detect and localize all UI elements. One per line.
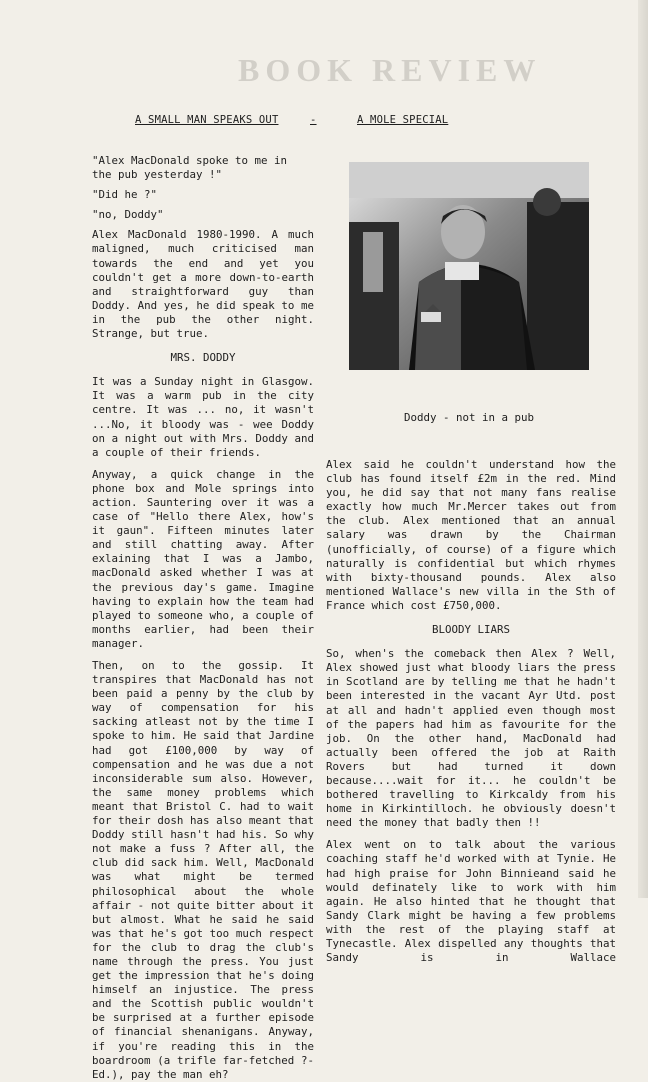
- paragraph-coaching-staff: Alex went on to talk about the various coaching staff he'd worked with at Tynie. He had high praise for John Binnieand said he would definately like to work with him again. He also hinted that he thought that Sandy Clark might be having a few problems with the rest of the playing staff at Tynecastle. Alex dispelled any thoughts that Sandy is in Wallace: [326, 838, 616, 965]
- paragraph-glasgow: It was a Sunday night in Glasgow. It was a warm pub in the city centre. It was ... no, it wasn't ...No, it bloody was - wee Doddy on a night out with Mrs. Doddy and a couple of their friends.: [92, 375, 314, 459]
- headline-left: A SMALL MAN SPEAKS OUT: [135, 114, 279, 126]
- intro-paragraph: Alex MacDonald 1980-1990. A much maligned, much criticised man towards the end and yet you couldn't get a more down-to-earth and straightforward guy than Doddy. And yes, he did speak to me in the pub the other night. Strange, but true.: [92, 228, 314, 341]
- paragraph-gossip: Then, on to the gossip. It transpires that MacDonald has not been paid a penny by the club by way of compensation for his sacking atleast not by the time I spoke to him. He said that Jardine had got £100,000 by way of compensation and he was due a not inconsiderable sum also. However, the same money problems which meant that Bristol C. had to wait for their dosh has also meant that Doddy still hasn't had his. So why not make a fuss ? After all, the club did sack him. Well, MacDonald was what might be termed philosophical about the whole affair - not quite bitter about it but almost. What he said he said was that he's got too much respect for the club to drag the club's name through the press. You just get the impression that he's doing himself an injustice. The press and the Scottish public wouldn't be surprised at a further episode of financial shenanigans. Anyway, if you're reading this in the boardroom (a trifle far-fetched ?-Ed.), pay the man eh?: [92, 659, 314, 1081]
- quote-2: "Did he ?": [92, 188, 158, 202]
- paragraph-finances: Alex said he couldn't understand how the club has found itself £2m in the red. Mind you, he did say that not many fans realise exactly how much Mr.Mercer takes out from the club. Alex mentioned that an annual salary was drawn by the Chairman (unofficially, of course) of a figure which naturally is confidential but which rhymes with bixty-thousand pounds. Alex also mentioned Wallace's new villa in the Sth of France which cost £750,000.: [326, 458, 616, 612]
- show-through-title: BOOK REVIEW: [238, 52, 542, 88]
- quote-1: "Alex MacDonald spoke to me in the pub yesterday !": [92, 154, 288, 182]
- photo-doddy: [349, 162, 589, 370]
- article-headline: [135, 114, 505, 130]
- paragraph-comeback: So, when's the comeback then Alex ? Well, Alex showed just what bloody liars the press in Scotland are by telling me that he hadn't been interested in the vacant Ayr Utd. post at all and hadn't applied even though most of the papers had him as favourite for the job. On the other hand, MacDonald had actually been offered the job at Raith Rovers but had turned it down because....wait for it... he couldn't be bothered travelling to Kirkcaldy from his home in Kirkintilloch. he obviously doesn't need the money that badly then !!: [326, 647, 616, 830]
- page-edge: [638, 0, 648, 898]
- right-column: [326, 458, 616, 965]
- subheading-mrs-doddy: MRS. DODDY: [170, 351, 236, 365]
- paragraph-phone-box: Anyway, a quick change in the phone box and Mole springs into action. Sauntering over it was a case of "Hello there Alex, how's it gaun". Fifteen minutes later and still chatting away. After exlaining that I was a Jambo, macDonald asked whether I was at the previous day's game. Imagine having to explain how the team had played to someone who, a couple of months earlier, had been their manager.: [92, 467, 314, 650]
- photo-caption: Doddy - not in a pub: [403, 411, 534, 424]
- left-column: [92, 154, 314, 1082]
- headline-right: A MOLE SPECIAL: [357, 114, 449, 126]
- photo-image: [349, 162, 589, 370]
- subheading-bloody-liars: BLOODY LIARS: [431, 623, 510, 637]
- headline-dash: -: [310, 114, 317, 126]
- quote-3: "no, Doddy": [92, 208, 164, 222]
